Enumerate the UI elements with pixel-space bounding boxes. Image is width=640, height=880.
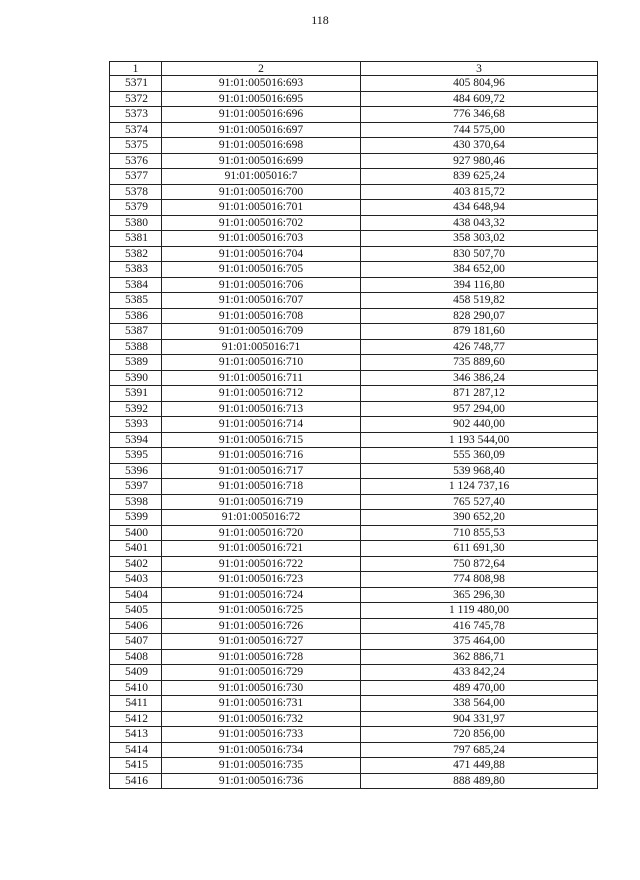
table-row — [110, 665, 598, 681]
cadastral-number-cell: 91:01:005016:710 — [162, 355, 361, 371]
cadastral-number-cell: 91:01:005016:699 — [162, 153, 361, 169]
table-row — [110, 122, 598, 138]
table-row — [110, 494, 598, 510]
cadastral-number-cell: 91:01:005016:709 — [162, 324, 361, 340]
cadastral-number-cell: 91:01:005016:730 — [162, 680, 361, 696]
value-cell: 744 575,00 — [361, 122, 598, 138]
value-cell: 839 625,24 — [361, 169, 598, 185]
value-cell: 365 296,30 — [361, 587, 598, 603]
header-col-3: 3 — [361, 62, 598, 76]
cadastral-number-cell: 91:01:005016:706 — [162, 277, 361, 293]
table-row — [110, 138, 598, 154]
row-number-cell: 5403 — [110, 572, 162, 588]
table-row — [110, 587, 598, 603]
table-row — [110, 355, 598, 371]
value-cell: 1 119 480,00 — [361, 603, 598, 619]
row-number-cell: 5371 — [110, 76, 162, 92]
table-row — [110, 153, 598, 169]
table-row — [110, 758, 598, 774]
cadastral-number-cell: 91:01:005016:731 — [162, 696, 361, 712]
row-number-cell: 5374 — [110, 122, 162, 138]
table-row — [110, 308, 598, 324]
table-row — [110, 742, 598, 758]
row-number-cell: 5372 — [110, 91, 162, 107]
table-row — [110, 572, 598, 588]
table-row — [110, 556, 598, 572]
cadastral-number-cell: 91:01:005016:712 — [162, 386, 361, 402]
cadastral-number-cell: 91:01:005016:695 — [162, 91, 361, 107]
value-cell: 338 564,00 — [361, 696, 598, 712]
value-cell: 830 507,70 — [361, 246, 598, 262]
table-row — [110, 76, 598, 92]
row-number-cell: 5415 — [110, 758, 162, 774]
row-number-cell: 5383 — [110, 262, 162, 278]
table-row — [110, 339, 598, 355]
cadastral-number-cell: 91:01:005016:717 — [162, 463, 361, 479]
value-cell: 555 360,09 — [361, 448, 598, 464]
row-number-cell: 5412 — [110, 711, 162, 727]
cadastral-number-cell: 91:01:005016:72 — [162, 510, 361, 526]
cadastral-number-cell: 91:01:005016:726 — [162, 618, 361, 634]
row-number-cell: 5381 — [110, 231, 162, 247]
value-cell: 426 748,77 — [361, 339, 598, 355]
table-row — [110, 169, 598, 185]
table-row — [110, 680, 598, 696]
table-row — [110, 463, 598, 479]
row-number-cell: 5382 — [110, 246, 162, 262]
row-number-cell: 5401 — [110, 541, 162, 557]
row-number-cell: 5393 — [110, 417, 162, 433]
table-row — [110, 200, 598, 216]
row-number-cell: 5379 — [110, 200, 162, 216]
cadastral-number-cell: 91:01:005016:736 — [162, 773, 361, 789]
table-row — [110, 773, 598, 789]
value-cell: 888 489,80 — [361, 773, 598, 789]
value-cell: 902 440,00 — [361, 417, 598, 433]
cadastral-number-cell: 91:01:005016:71 — [162, 339, 361, 355]
table-row — [110, 107, 598, 123]
value-cell: 774 808,98 — [361, 572, 598, 588]
cadastral-number-cell: 91:01:005016:702 — [162, 215, 361, 231]
table-header — [110, 62, 598, 76]
table-row — [110, 401, 598, 417]
value-cell: 405 804,96 — [361, 76, 598, 92]
row-number-cell: 5390 — [110, 370, 162, 386]
cadastral-number-cell: 91:01:005016:725 — [162, 603, 361, 619]
value-cell: 484 609,72 — [361, 91, 598, 107]
cadastral-number-cell: 91:01:005016:698 — [162, 138, 361, 154]
value-cell: 489 470,00 — [361, 680, 598, 696]
value-cell: 346 386,24 — [361, 370, 598, 386]
value-cell: 458 519,82 — [361, 293, 598, 309]
row-number-cell: 5398 — [110, 494, 162, 510]
table-row — [110, 293, 598, 309]
table-row — [110, 324, 598, 340]
table-row — [110, 649, 598, 665]
value-cell: 957 294,00 — [361, 401, 598, 417]
table-row — [110, 432, 598, 448]
row-number-cell: 5406 — [110, 618, 162, 634]
row-number-cell: 5414 — [110, 742, 162, 758]
value-cell: 750 872,64 — [361, 556, 598, 572]
cadastral-number-cell: 91:01:005016:727 — [162, 634, 361, 650]
row-number-cell: 5413 — [110, 727, 162, 743]
value-cell: 358 303,02 — [361, 231, 598, 247]
cadastral-number-cell: 91:01:005016:720 — [162, 525, 361, 541]
table-row — [110, 510, 598, 526]
row-number-cell: 5376 — [110, 153, 162, 169]
value-cell: 879 181,60 — [361, 324, 598, 340]
value-cell: 828 290,07 — [361, 308, 598, 324]
table-row — [110, 231, 598, 247]
value-cell: 735 889,60 — [361, 355, 598, 371]
row-number-cell: 5404 — [110, 587, 162, 603]
header-row — [110, 62, 598, 76]
table-row — [110, 262, 598, 278]
cadastral-number-cell: 91:01:005016:718 — [162, 479, 361, 495]
value-cell: 776 346,68 — [361, 107, 598, 123]
cadastral-number-cell: 91:01:005016:714 — [162, 417, 361, 433]
row-number-cell: 5373 — [110, 107, 162, 123]
cadastral-number-cell: 91:01:005016:701 — [162, 200, 361, 216]
row-number-cell: 5411 — [110, 696, 162, 712]
cadastral-number-cell: 91:01:005016:704 — [162, 246, 361, 262]
row-number-cell: 5395 — [110, 448, 162, 464]
table-row — [110, 386, 598, 402]
row-number-cell: 5409 — [110, 665, 162, 681]
table-row — [110, 525, 598, 541]
row-number-cell: 5408 — [110, 649, 162, 665]
value-cell: 1 193 544,00 — [361, 432, 598, 448]
cadastral-number-cell: 91:01:005016:719 — [162, 494, 361, 510]
row-number-cell: 5378 — [110, 184, 162, 200]
value-cell: 433 842,24 — [361, 665, 598, 681]
value-cell: 375 464,00 — [361, 634, 598, 650]
row-number-cell: 5400 — [110, 525, 162, 541]
value-cell: 1 124 737,16 — [361, 479, 598, 495]
value-cell: 471 449,88 — [361, 758, 598, 774]
row-number-cell: 5399 — [110, 510, 162, 526]
value-cell: 927 980,46 — [361, 153, 598, 169]
value-cell: 539 968,40 — [361, 463, 598, 479]
row-number-cell: 5402 — [110, 556, 162, 572]
cadastral-number-cell: 91:01:005016:703 — [162, 231, 361, 247]
value-cell: 390 652,20 — [361, 510, 598, 526]
value-cell: 394 116,80 — [361, 277, 598, 293]
value-cell: 416 745,78 — [361, 618, 598, 634]
row-number-cell: 5392 — [110, 401, 162, 417]
cadastral-number-cell: 91:01:005016:734 — [162, 742, 361, 758]
cadastral-number-cell: 91:01:005016:697 — [162, 122, 361, 138]
cadastral-number-cell: 91:01:005016:729 — [162, 665, 361, 681]
cadastral-number-cell: 91:01:005016:705 — [162, 262, 361, 278]
cadastral-number-cell: 91:01:005016:713 — [162, 401, 361, 417]
table-row — [110, 711, 598, 727]
header-col-1: 1 — [110, 62, 162, 76]
table-row — [110, 479, 598, 495]
cadastral-number-cell: 91:01:005016:735 — [162, 758, 361, 774]
table-row — [110, 370, 598, 386]
row-number-cell: 5396 — [110, 463, 162, 479]
row-number-cell: 5397 — [110, 479, 162, 495]
row-number-cell: 5394 — [110, 432, 162, 448]
cadastral-number-cell: 91:01:005016:7 — [162, 169, 361, 185]
table-row — [110, 246, 598, 262]
table-row — [110, 618, 598, 634]
table-row — [110, 184, 598, 200]
cadastral-number-cell: 91:01:005016:708 — [162, 308, 361, 324]
value-cell: 362 886,71 — [361, 649, 598, 665]
value-cell: 403 815,72 — [361, 184, 598, 200]
row-number-cell: 5389 — [110, 355, 162, 371]
page-number: 118 — [311, 13, 329, 27]
data-table — [109, 61, 598, 789]
cadastral-number-cell: 91:01:005016:700 — [162, 184, 361, 200]
table-row — [110, 727, 598, 743]
value-cell: 797 685,24 — [361, 742, 598, 758]
table-row — [110, 417, 598, 433]
row-number-cell: 5410 — [110, 680, 162, 696]
cadastral-number-cell: 91:01:005016:724 — [162, 587, 361, 603]
value-cell: 720 856,00 — [361, 727, 598, 743]
table-row — [110, 91, 598, 107]
cadastral-number-cell: 91:01:005016:715 — [162, 432, 361, 448]
row-number-cell: 5386 — [110, 308, 162, 324]
row-number-cell: 5391 — [110, 386, 162, 402]
row-number-cell: 5377 — [110, 169, 162, 185]
cadastral-number-cell: 91:01:005016:732 — [162, 711, 361, 727]
row-number-cell: 5384 — [110, 277, 162, 293]
value-cell: 430 370,64 — [361, 138, 598, 154]
cadastral-number-cell: 91:01:005016:728 — [162, 649, 361, 665]
row-number-cell: 5385 — [110, 293, 162, 309]
cadastral-number-cell: 91:01:005016:721 — [162, 541, 361, 557]
value-cell: 434 648,94 — [361, 200, 598, 216]
cadastral-number-cell: 91:01:005016:716 — [162, 448, 361, 464]
value-cell: 438 043,32 — [361, 215, 598, 231]
table-row — [110, 277, 598, 293]
row-number-cell: 5407 — [110, 634, 162, 650]
value-cell: 710 855,53 — [361, 525, 598, 541]
row-number-cell: 5387 — [110, 324, 162, 340]
row-number-cell: 5375 — [110, 138, 162, 154]
cadastral-number-cell: 91:01:005016:696 — [162, 107, 361, 123]
table-body — [110, 76, 598, 789]
table-row — [110, 696, 598, 712]
table-row — [110, 448, 598, 464]
cadastral-number-cell: 91:01:005016:693 — [162, 76, 361, 92]
value-cell: 765 527,40 — [361, 494, 598, 510]
row-number-cell: 5380 — [110, 215, 162, 231]
cadastral-number-cell: 91:01:005016:723 — [162, 572, 361, 588]
cadastral-number-cell: 91:01:005016:722 — [162, 556, 361, 572]
value-cell: 611 691,30 — [361, 541, 598, 557]
table-row — [110, 541, 598, 557]
table-row — [110, 634, 598, 650]
cadastral-number-cell: 91:01:005016:707 — [162, 293, 361, 309]
table-row — [110, 603, 598, 619]
value-cell: 871 287,12 — [361, 386, 598, 402]
value-cell: 904 331,97 — [361, 711, 598, 727]
cadastral-number-cell: 91:01:005016:711 — [162, 370, 361, 386]
table-row — [110, 215, 598, 231]
value-cell: 384 652,00 — [361, 262, 598, 278]
row-number-cell: 5405 — [110, 603, 162, 619]
cadastral-number-cell: 91:01:005016:733 — [162, 727, 361, 743]
header-col-2: 2 — [162, 62, 361, 76]
row-number-cell: 5388 — [110, 339, 162, 355]
row-number-cell: 5416 — [110, 773, 162, 789]
